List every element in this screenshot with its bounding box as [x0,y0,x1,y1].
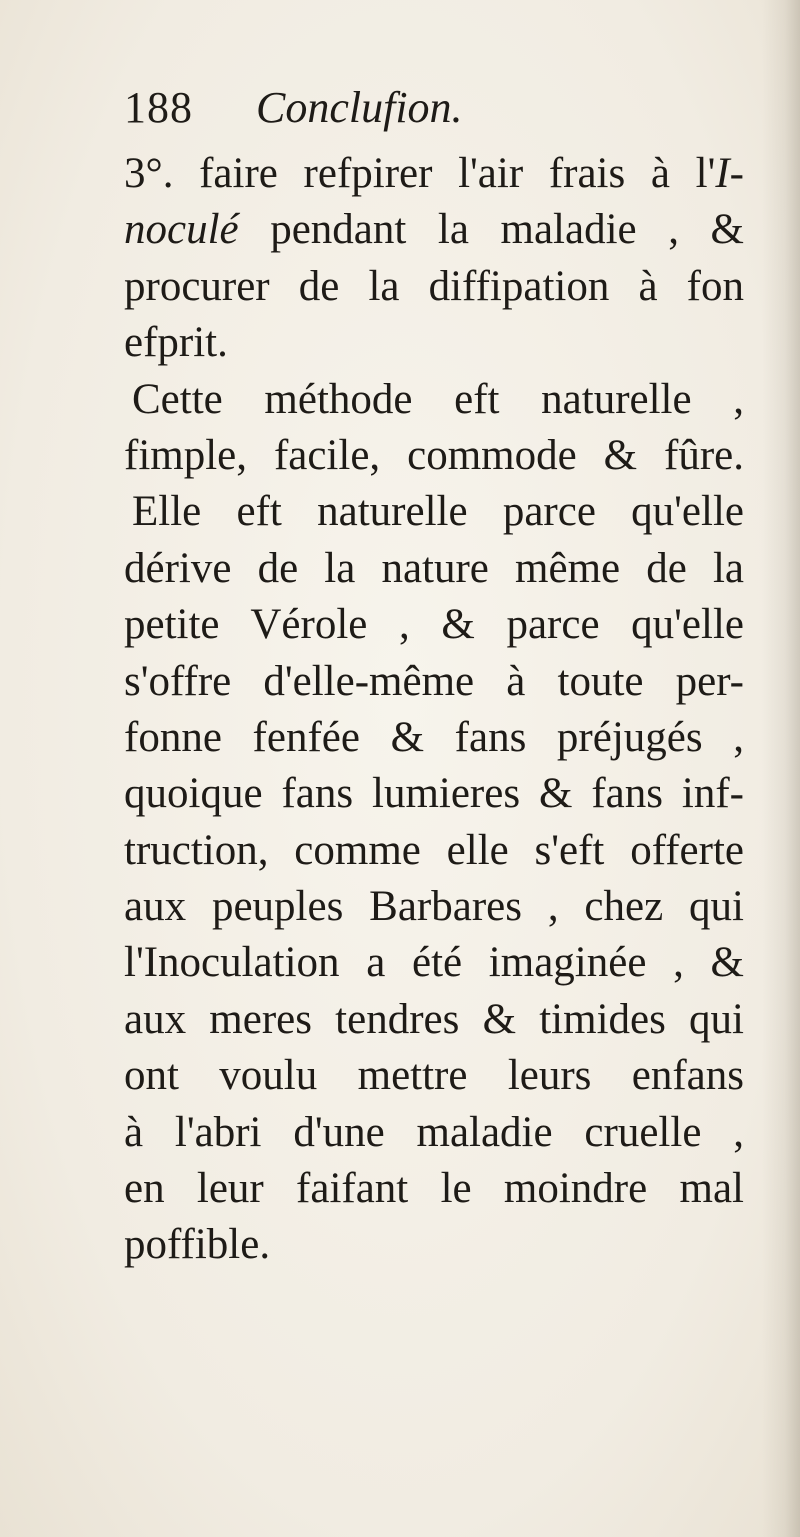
text-line-8: dérive de la nature même de la [124,544,744,592]
text-line-4: efprit. [124,319,228,367]
text-line-20: poffible. [124,1221,271,1269]
text-line-5: Cette méthode eft naturelle , [132,375,744,423]
page-header [124,78,724,138]
text-line-16: aux meres tendres & timides qui [124,995,744,1043]
text-line-13: truction, comme elle s'eft offerte [124,826,744,874]
text-line-6: fimple, facile, commode & fûre. [124,431,744,479]
text-line-15: l'Inoculation a été imaginée , & [124,939,744,987]
body-text [124,146,744,1274]
text-line-9: petite Vérole , & parce qu'elle [124,601,744,649]
page-edge-shadow [762,0,800,1537]
text-line-10: s'offre d'elle-même à toute per- [124,657,744,705]
running-head: Conclufion. [256,83,463,132]
page-number: 188 [124,83,193,132]
text-line-11: fonne fenfée & fans préjugés , [124,713,744,761]
text-line-2: noculé pendant la maladie , & [124,206,744,254]
text-line-19: en leur faifant le moindre mal [124,1165,744,1213]
text-line-12: quoique fans lumieres & fans inf- [124,770,744,818]
text-line-18: à l'abri d'une maladie cruelle , [124,1108,744,1156]
text-line-17: ont voulu mettre leurs enfans [124,1052,744,1100]
text-line-14: aux peuples Barbares , chez qui [124,883,744,931]
text-line-1: 3°. faire refpirer l'air frais à l'I- [124,150,744,197]
text-line-7: Elle eft naturelle parce qu'elle [132,488,744,536]
text-line-3: procurer de la diffipation à fon [124,262,744,310]
